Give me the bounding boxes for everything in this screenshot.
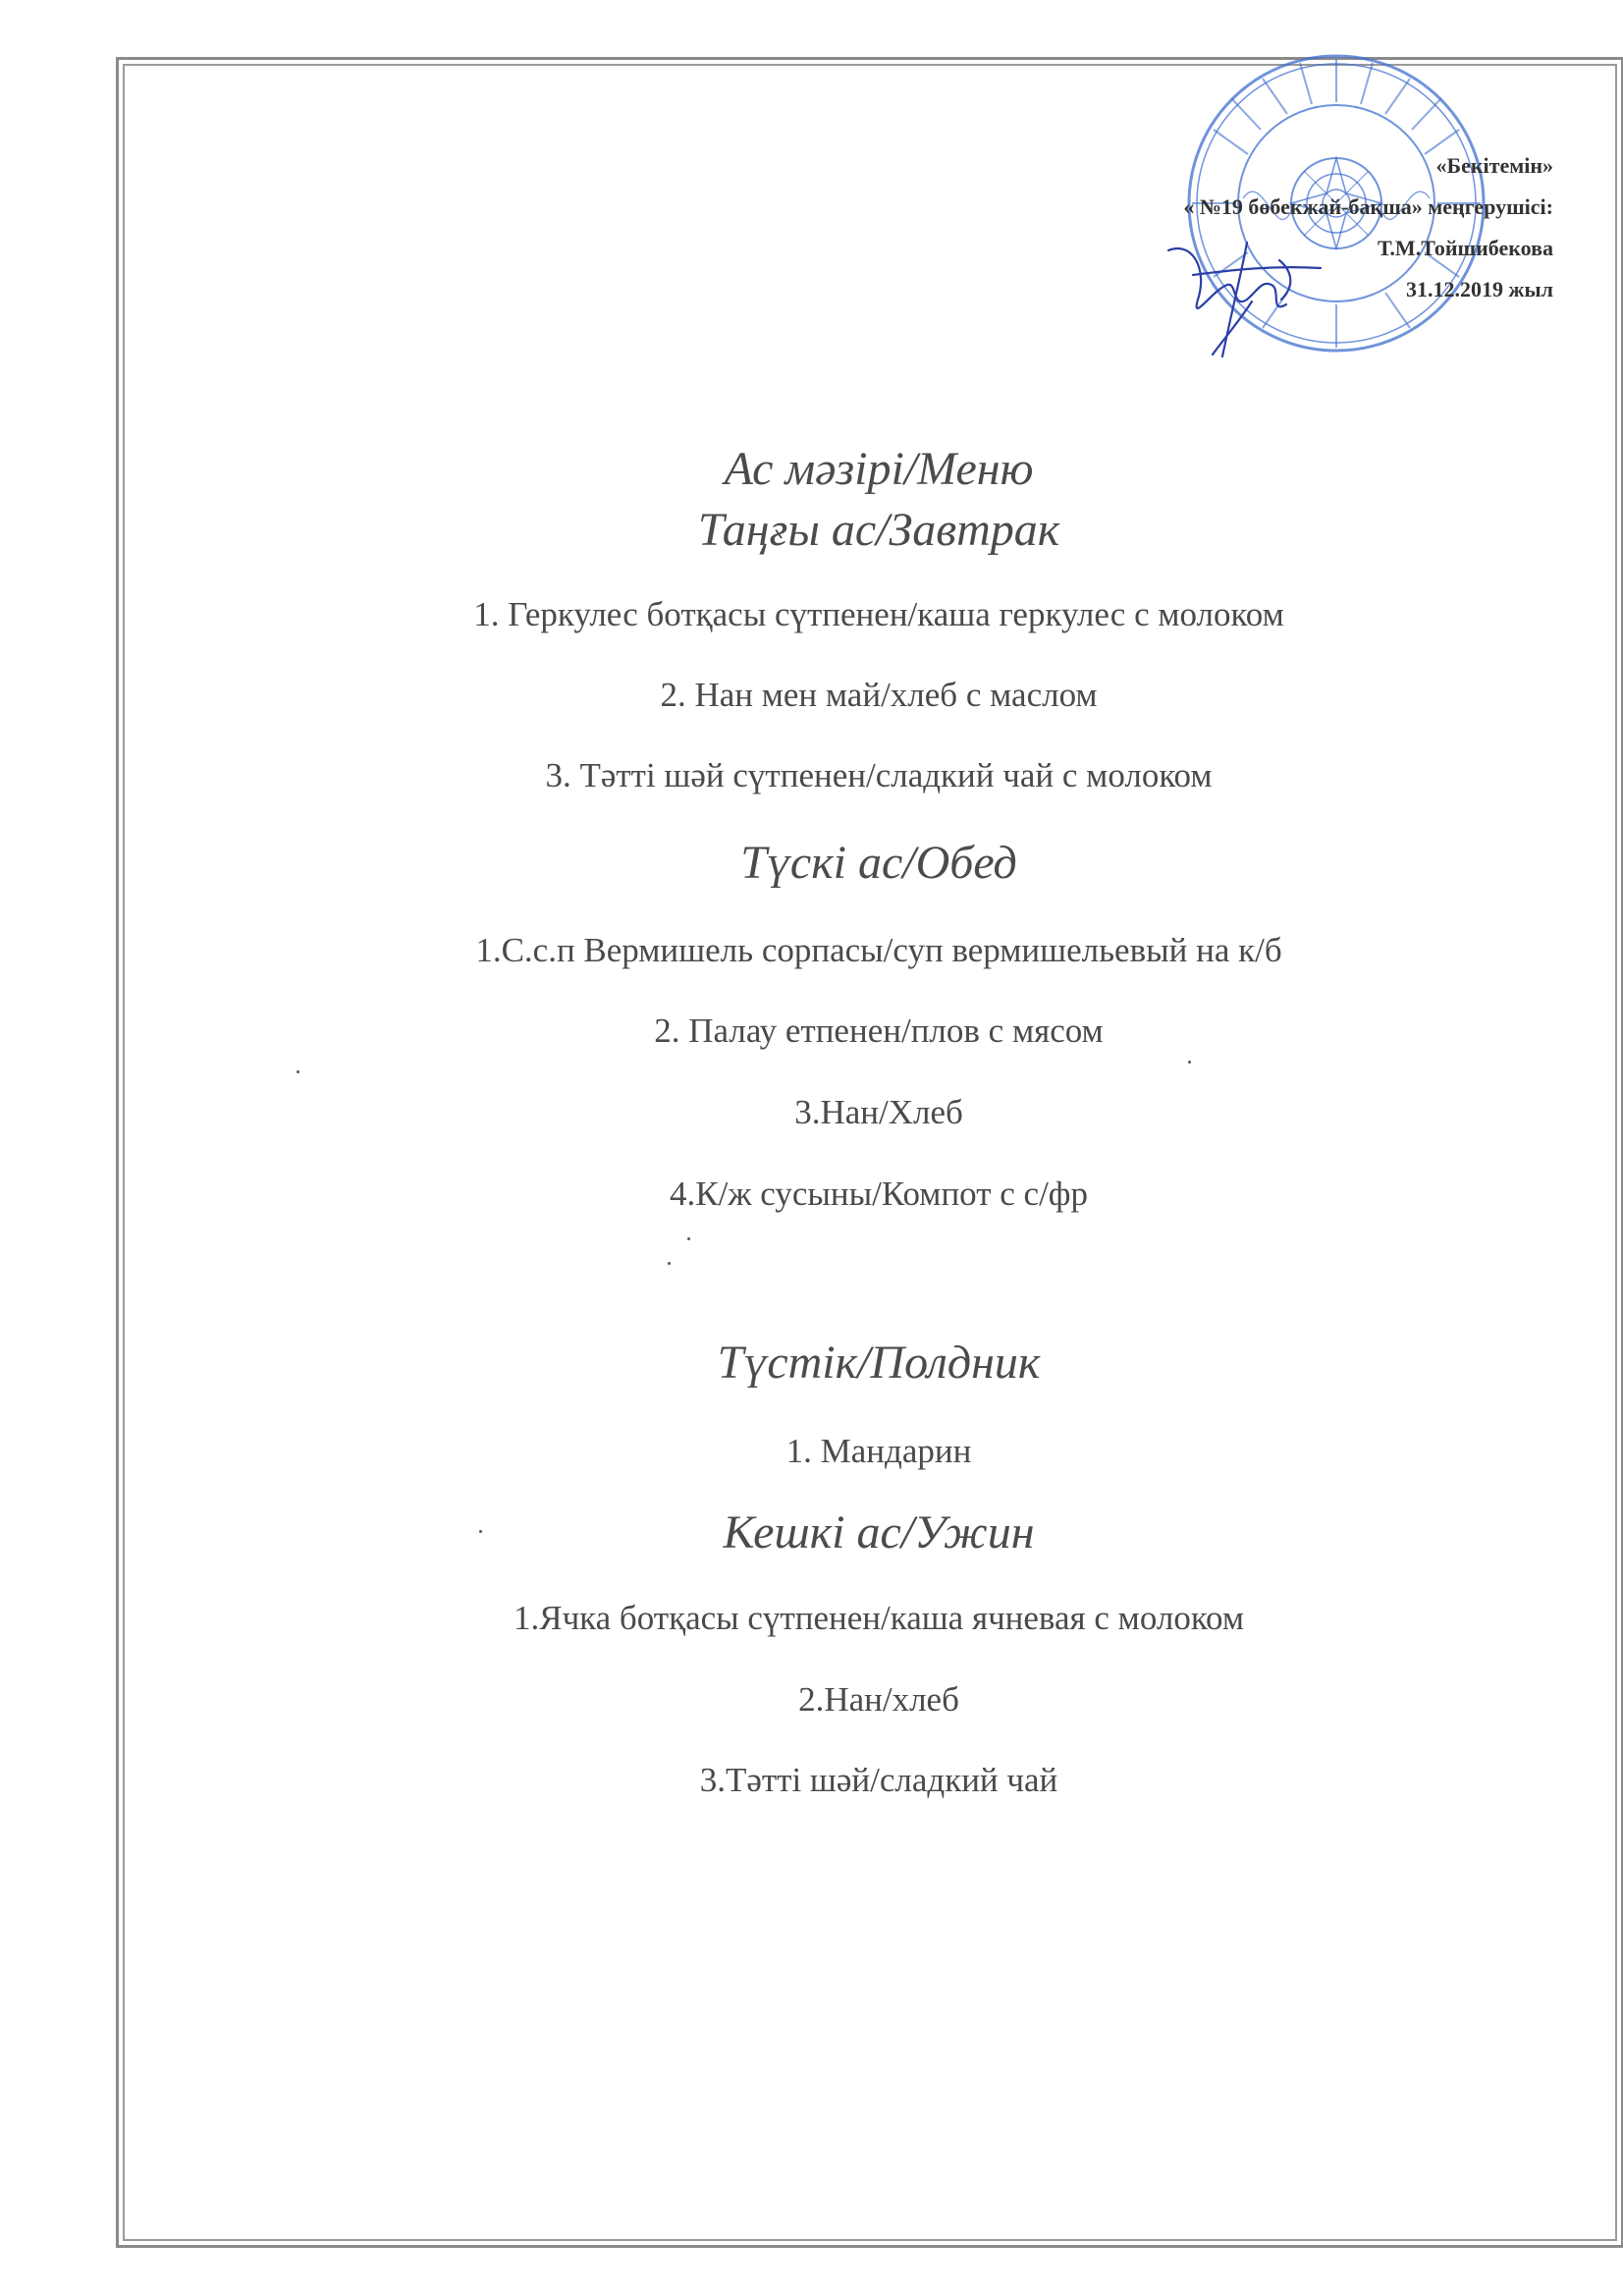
scan-speck — [479, 1530, 482, 1533]
dinner-item: 3.Тәтті шәй/сладкий чай — [699, 1761, 1058, 1799]
approval-date: 31.12.2019 жыл — [1406, 277, 1553, 301]
breakfast-item: 3. Тәтті шәй сүтпенен/сладкий чай с молоком — [545, 756, 1213, 794]
lunch-item: 4.К/ж сусыны/Компот с с/фр — [670, 1175, 1088, 1213]
scan-speck — [297, 1070, 299, 1073]
scan-speck — [1188, 1061, 1191, 1064]
breakfast-item: 2. Нан мен май/хлеб с маслом — [660, 676, 1098, 714]
lunch-item: 3.Нан/Хлеб — [794, 1093, 963, 1131]
snack-item: 1. Мандарин — [785, 1432, 972, 1470]
lunch-heading: Түскі ас/Обед — [740, 837, 1017, 889]
lunch-item: 2. Палау етпенен/плов с мясом — [654, 1011, 1104, 1050]
page-border — [116, 57, 1623, 2248]
scan-speck — [668, 1262, 671, 1265]
approval-name: Т.М.Тойшибекова — [1377, 236, 1553, 260]
dinner-heading: Кешкі ас/Ужин — [723, 1506, 1035, 1558]
scan-speck — [687, 1237, 690, 1240]
snack-heading: Түстік/Полдник — [717, 1337, 1041, 1389]
menu-title: Ас мәзірі/Меню — [724, 443, 1034, 495]
breakfast-item: 1. Геркулес ботқасы сүтпенен/каша геркулес с молоком — [473, 595, 1284, 633]
lunch-item: 1.С.с.п Вермишель сорпасы/суп вермишельевый на к/б — [475, 931, 1282, 969]
dinner-item: 1.Ячка ботқасы сүтпенен/каша ячневая с молоком — [513, 1599, 1245, 1637]
approval-title: «Бекітемін» — [1435, 153, 1553, 178]
signature-icon — [1154, 231, 1350, 363]
dinner-item: 2.Нан/хлеб — [798, 1680, 959, 1719]
approval-position: « №19 бөбекжай-бақша» меңгерушісі: — [1183, 194, 1553, 219]
breakfast-heading: Таңғы ас/Завтрак — [697, 504, 1060, 556]
